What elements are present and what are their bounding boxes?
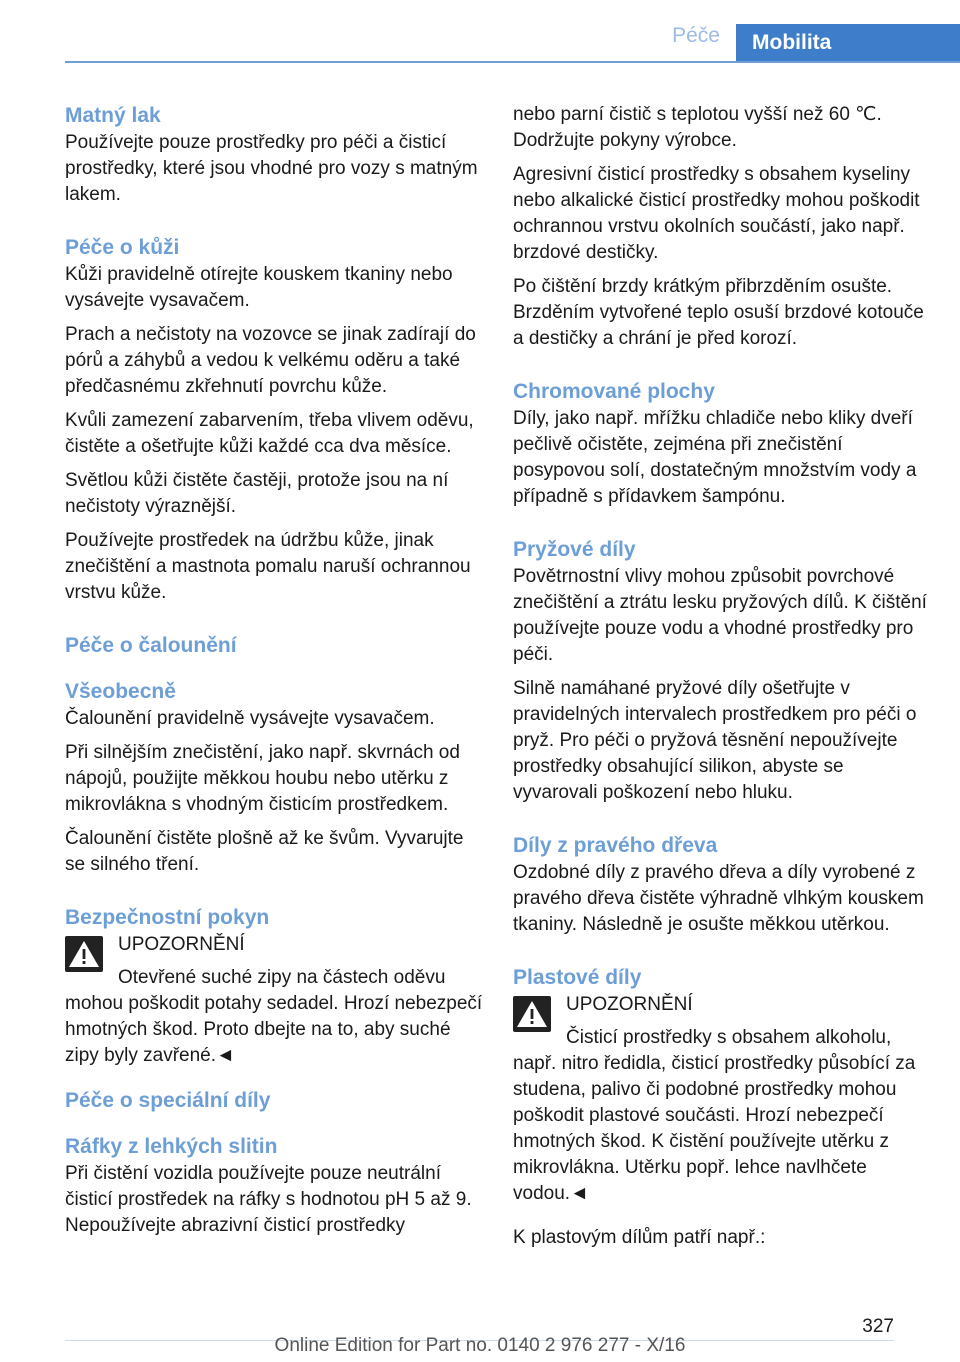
page-header — [0, 0, 960, 62]
warning-block — [65, 932, 485, 991]
paragraph: Čalounění pravidelně vysávejte vysavačem. — [65, 708, 435, 729]
paragraph: Díly, jako např. mřížku chladiče nebo kliky dveří pečlivě očistěte, zejména při znečistění posypovou solí, dostatečným množstvím vody a případně s přídavkem šampónu. — [513, 408, 917, 507]
warning-text: Čisticí prostředky s obsahem alkoholu, — [566, 1027, 892, 1048]
page-number: 327 — [862, 1316, 894, 1337]
warning-icon — [513, 996, 551, 1032]
warning-text-continued: např. nitro ředidla, čisticí prostředky působící za studena, palivo či podobné prostředky mohou poškodit plastové součásti. Hrozí nebezpečí hmotných škod. K čistění používejte utěrku z mikrovlákna. Utěrku popř. lehce navlhčete vodou.◄ — [513, 1053, 916, 1204]
paragraph: Čalounění čistěte plošně až ke švům. Vyvarujte se silného tření. — [65, 828, 464, 875]
paragraph: Kvůli zamezení zabarvením, třeba vlivem oděvu, čistěte a ošetřujte kůži každé cca dva měsíce. — [65, 410, 474, 457]
right-column — [513, 102, 933, 1259]
tab-mobilita[interactable]: Mobilita — [736, 24, 960, 62]
tab-pece[interactable]: Péče — [672, 24, 720, 47]
paragraph: Světlou kůži čistěte častěji, protože jsou na ní nečistoty výraznější. — [65, 470, 449, 517]
edition-footer: Online Edition for Part no. 0140 2 976 277 - X/16 — [274, 1335, 686, 1356]
paragraph: Agresivní čisticí prostředky s obsahem kyseliny nebo alkalické čisticí prostředky mohou poškodit ochrannou vrstvu okolních součástí, jako např. brzdové destičky. — [513, 164, 920, 263]
paragraph: Silně namáhané pryžové díly ošetřujte v pravidelných intervalech prostředkem pro péči o pryž. Pro péči o pryžová těsnění nepoužívejte prostředky obsahující silikon, abyste se vyvarovali poškození nebo hluku. — [513, 678, 917, 803]
paragraph: Povětrnostní vlivy mohou způsobit povrchové znečištění a ztrátu lesku pryžových dílů. K čištění používejte pouze vodu a vhodné prostředky pro péči. — [513, 566, 927, 665]
paragraph: Při čistění vozidla používejte pouze neutrální čisticí prostředek na ráfky s hodnotou pH 5 až 9. Nepoužívejte abrazivní čisticí prostředky — [65, 1163, 472, 1236]
paragraph: Používejte pouze prostředky pro péči a čisticí prostředky, které jsou vhodné pro vozy s matným lakem. — [65, 132, 478, 205]
heading-chromovane-plochy: Chromované plochy — [513, 380, 715, 403]
heading-plastove-dily: Plastové díly — [513, 966, 642, 989]
paragraph: Při silnějším znečistění, jako např. skvrnách od nápojů, použijte měkkou houbu nebo utěrku z mikrovlákna s vhodným čisticím prostředkem. — [65, 742, 460, 815]
heading-pece-o-calouneni: Péče o čalounění — [65, 634, 237, 657]
warning-block — [513, 992, 933, 1051]
paragraph: Kůži pravidelně otírejte kouskem tkaniny nebo vysávejte vysavačem. — [65, 264, 453, 311]
warning-icon — [65, 936, 103, 972]
heading-pryzove-dily: Pryžové díly — [513, 538, 636, 561]
header-rule — [65, 61, 960, 63]
heading-rafky: Ráfky z lehkých slitin — [65, 1135, 278, 1158]
warning-text: Otevřené suché zipy na částech oděvu — [118, 967, 446, 988]
warning-title: UPOZORNĚNÍ — [566, 994, 693, 1015]
heading-pece-o-kuzi: Péče o kůži — [65, 236, 180, 259]
paragraph: K plastovým dílům patří např.: — [513, 1227, 766, 1248]
heading-vseobecne: Všeobecně — [65, 680, 176, 703]
heading-matny-lak: Matný lak — [65, 104, 161, 127]
left-column — [65, 102, 485, 1247]
heading-dily-z-praveho-dreva: Díly z pravého dřeva — [513, 834, 718, 857]
paragraph: Ozdobné díly z pravého dřeva a díly vyrobené z pravého dřeva čistěte výhradně vlhkým kouskem tkaniny. Následně je osušte měkkou utěrkou. — [513, 862, 924, 935]
warning-text-continued: mohou poškodit potahy sedadel. Hrozí nebezpečí hmotných škod. Proto dbejte na to, aby suché zipy byly zavřené.◄ — [65, 993, 483, 1066]
paragraph: Prach a nečistoty na vozovce se jinak zadírají do pórů a záhybů a vedou k velkému oděru a také předčasnému zkřehnutí povrchu kůže. — [65, 324, 476, 397]
warning-title: UPOZORNĚNÍ — [118, 934, 245, 955]
heading-pece-o-specialni-dily: Péče o speciální díly — [65, 1089, 271, 1112]
paragraph: nebo parní čistič s teplotou vyšší než 60 ℃. Dodržujte pokyny výrobce. — [513, 104, 882, 151]
paragraph: Používejte prostředek na údržbu kůže, jinak znečištění a mastnota pomalu naruší ochrannou vrstvu kůže. — [65, 530, 471, 603]
paragraph: Po čištění brzdy krátkým přibrzděním osušte. Brzděním vytvořené teplo osuší brzdové kotouče a destičky a chrání je před korozí. — [513, 276, 924, 349]
heading-bezpecnostni-pokyn: Bezpečnostní pokyn — [65, 906, 270, 929]
